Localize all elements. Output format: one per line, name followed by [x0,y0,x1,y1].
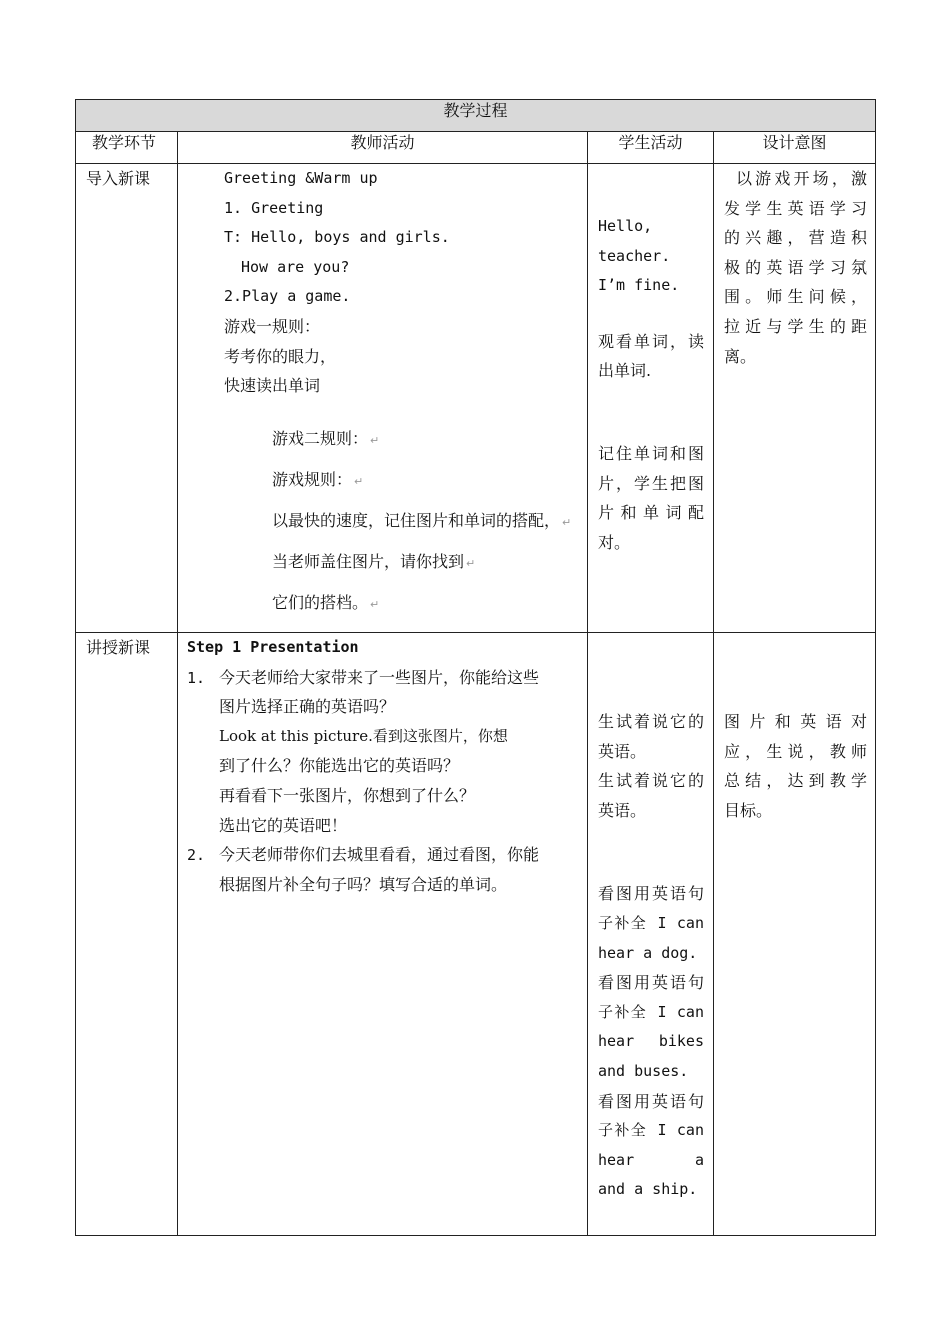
intro-student-activity [588,164,714,633]
intro-student-line: I’m fine. [598,276,680,295]
return-mark-icon: ↵ [370,597,380,611]
teach-teacher-line: Look at this picture.看到这张图片，你想 [219,726,508,745]
intro-student-line: teacher. [598,246,671,265]
intro-student-line: 观看单词，读 [598,331,704,351]
teach-student-activity [588,633,714,1236]
stage-label-teach: 讲授新课 [76,633,178,1236]
header-design-intent: 设计意图 [714,132,876,164]
intro-intent-line: 极的英语学习氛 [724,257,868,277]
teach-student-line: 子补全 I can [598,1121,704,1140]
teach-teacher-line: 根据图片补全句子吗？填写合适的单词。 [219,874,508,894]
game2-rules-image [178,401,587,624]
stage-label-intro: 导入新课 [76,164,178,633]
teach-row [76,633,876,1236]
table-title: 教学过程 [76,100,876,132]
intro-student-line: Hello, [598,217,653,235]
teach-student-line: hear bikes [598,1032,704,1051]
game2-line: 游戏二规则： [272,428,369,448]
intro-intent-line: 围。师生问候， [724,287,868,307]
teach-student-line: 英语。 [598,741,647,761]
intro-intent-line: 离。 [724,346,757,366]
teach-teacher-line: 再看看下一张图片，你想到了什么？ [219,785,476,805]
intro-teacher-line: 快速读出单词 [224,376,321,396]
return-mark-icon: ↵ [354,474,364,488]
game2-line: 以最快的速度，记住图片和单词的搭配， [272,510,561,530]
teach-intent-line: 总结，达到教学 [724,771,868,791]
game2-line: 当老师盖住图片，请你找到 [272,551,465,571]
table-header-row [76,132,876,164]
intro-teacher-line: 2.Play a game. [224,287,351,306]
game2-line: 游戏规则： [272,469,353,489]
intro-teacher-line: How are you? [241,257,350,276]
teach-intent-line: 应，生说，教师 [724,741,868,761]
teach-student-line: 生试着说它的 [598,771,704,791]
intro-teacher-line: Greeting &Warm up [224,169,378,187]
return-mark-icon: ↵ [466,556,476,570]
teach-student-line: 生试着说它的 [598,712,704,731]
teach-teacher-line: 选出它的英语吧！ [219,815,348,835]
teach-student-line: hear a dog. [598,943,698,962]
intro-student-line: 片和单词配 [598,503,704,523]
intro-row [76,164,876,633]
teach-student-line: hear a [598,1150,704,1169]
teach-teacher-line: 图片选择正确的英语吗？ [219,697,396,717]
header-stage: 教学环节 [76,132,178,164]
teach-student-line: 子补全 I can [598,913,704,932]
intro-intent-line: 拉近与学生的距 [724,316,868,336]
teach-intent-line: 图片和英语对 [724,712,868,731]
intro-design-intent [714,164,876,633]
teach-teacher-line: 到了什么？你能选出它的英语吗？ [219,756,460,776]
intro-student-line: 片，学生把图 [598,473,704,493]
list-number: 2. [187,846,206,865]
intro-teacher-line: 1. Greeting [224,198,324,217]
teach-student-line: 看图用英语句 [598,884,704,904]
teach-student-line: and buses. [598,1061,689,1080]
teach-teacher-activity [178,633,588,1236]
intro-teacher-line: T: Hello, boys and girls. [224,228,450,247]
return-mark-icon: ↵ [562,515,572,529]
intro-intent-line: 发学生英语学习 [724,198,868,218]
intro-student-line: 记住单词和图 [598,443,704,463]
teach-teacher-line: 1. 今天老师给大家带来了一些图片，你能给这些 [187,663,579,693]
teach-student-line: 子补全 I can [598,1002,704,1021]
teach-student-line: and a ship. [598,1180,698,1199]
header-student-activity: 学生活动 [588,132,714,164]
teach-intent-line: 目标。 [724,800,773,820]
return-mark-icon: ↵ [370,433,380,447]
table-title-row [76,100,876,132]
teach-student-line: 英语。 [598,800,647,820]
step-title: Step 1 Presentation [187,638,359,656]
game2-line: 它们的搭档。 [272,592,369,612]
teach-teacher-line: 2. 今天老师带你们去城里看看，通过看图，你能 [187,840,579,870]
lesson-process-table [75,99,876,1236]
intro-teacher-line: 考考你的眼力， [224,346,337,366]
teach-student-line: 看图用英语句 [598,1091,704,1111]
intro-teacher-line: 游戏一规则： [224,316,321,336]
intro-intent-line: 的兴趣，营造积 [724,228,868,248]
teach-student-line: 看图用英语句 [598,973,704,993]
intro-intent-line: 以游戏开场，激 [736,169,868,188]
list-number: 1. [187,668,206,687]
header-teacher-activity: 教师活动 [178,132,588,164]
intro-student-line: 出单词. [598,361,652,381]
teach-design-intent [714,633,876,1236]
intro-teacher-activity [178,164,588,633]
intro-student-line: 对。 [598,532,631,552]
